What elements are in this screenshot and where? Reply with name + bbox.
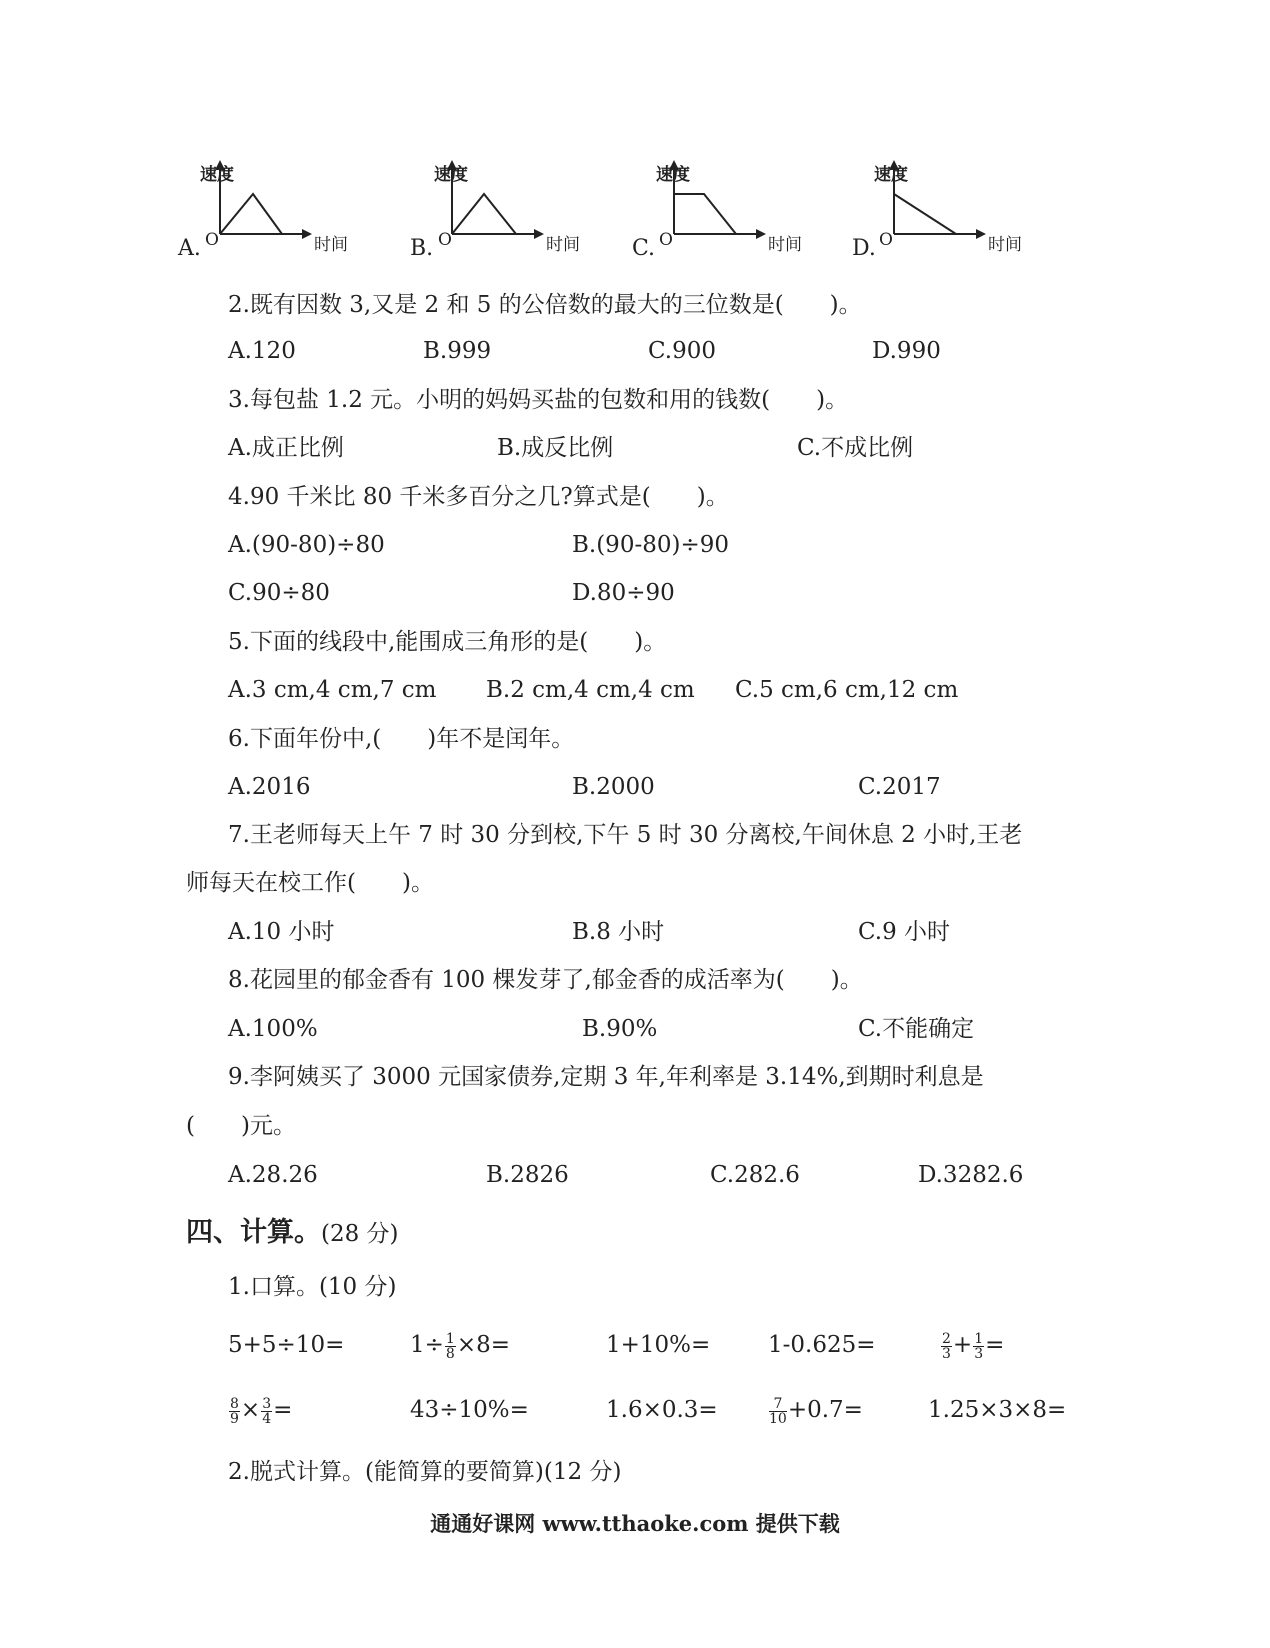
graph-a-origin: O [205,230,219,250]
question-3: 3.每包盐 1.2 元。小明的妈妈买盐的包数和用的钱数( )。 [228,387,849,413]
question-9-line-2: ( )元。 [186,1113,296,1139]
graph-b-origin: O [438,230,452,250]
graph-c-origin: O [659,230,673,250]
graph-c-letter: C. [632,236,656,261]
q8-option-c: C.不能确定 [858,1016,975,1042]
fraction-numerator: 1 [974,1330,984,1347]
oral-row1-expr2 [410,1330,510,1361]
graph-option-a [178,158,378,261]
oral-row1-expr4: 1-0.625= [768,1332,876,1358]
oral-row1-expr3: 1+10%= [606,1332,711,1358]
graph-d-x-label: 时间 [988,235,1022,255]
graph-b-y-label: 速度 [434,165,468,185]
question-5: 5.下面的线段中,能围成三角形的是( )。 [228,629,667,655]
fraction-denominator: 9 [230,1410,239,1427]
footer-watermark: 通通好课网 www.tthaoke.com 提供下载 [430,1511,840,1536]
graph-option-b [410,158,610,261]
q4-option-a: A.(90-80)÷80 [228,532,385,558]
q6-option-c: C.2017 [858,774,941,800]
q3-option-b: B.成反比例 [497,435,614,461]
section-4-title: 四、计算。 [186,1217,321,1248]
graph-a-letter: A. [178,236,201,261]
graph-d-y-label: 速度 [874,165,908,185]
q7-option-c: C.9 小时 [858,919,951,945]
graph-b-x-label: 时间 [546,235,580,255]
fraction-numerator: 3 [262,1395,272,1412]
fraction-numerator: 8 [230,1395,239,1412]
q9-option-c: C.282.6 [710,1162,800,1188]
graph-option-c [632,158,832,261]
q2-option-d: D.990 [872,338,941,364]
graph-option-d [852,158,1052,261]
q6-option-a: A.2016 [228,774,311,800]
q4-option-b: B.(90-80)÷90 [572,532,730,558]
graph-c-y-label: 速度 [656,165,690,185]
fraction [973,1332,984,1361]
fraction-denominator: 4 [262,1410,272,1427]
question-8: 8.花园里的郁金香有 100 棵发芽了,郁金香的成活率为( )。 [228,967,863,993]
question-4: 4.90 千米比 80 千米多百分之几?算式是( )。 [228,484,729,510]
q9-option-d: D.3282.6 [918,1162,1024,1188]
expr2-prefix: 1÷ [410,1332,444,1358]
oral-row2-expr3: 1.6×0.3= [606,1397,718,1423]
q9-option-b: B.2826 [486,1162,569,1188]
graph-b-letter: B. [410,236,434,261]
oral-row2-expr5: 1.25×3×8= [928,1397,1067,1423]
oral-row1-expr5 [940,1330,1004,1361]
question-7-line-2: 师每天在校工作( )。 [186,870,434,896]
q8-option-a: A.100% [228,1016,318,1042]
fraction-numerator: 1 [445,1330,455,1347]
section-4-score: (28 分) [321,1221,399,1247]
fraction-numerator: 7 [769,1397,787,1412]
question-9-line-1: 9.李阿姨买了 3000 元国家债券,定期 3 年,年利率是 3.14%,到期时利息是 [228,1064,984,1090]
oral-calc-title: 1.口算。(10 分) [228,1274,397,1300]
q9-option-a: A.28.26 [228,1162,318,1188]
graph-c-x-label: 时间 [768,235,802,255]
graph-d-origin: O [879,230,893,250]
equals-sign: = [985,1332,1005,1358]
graph-d-letter: D. [852,236,876,261]
q4-option-c: C.90÷80 [228,580,330,606]
fraction [229,1397,240,1426]
q7-option-b: B.8 小时 [572,919,665,945]
fraction [445,1332,456,1361]
q4-option-d: D.80÷90 [572,580,675,606]
graph-a-y-label: 速度 [200,165,234,185]
equals-sign: = [273,1397,293,1423]
oral-row2-expr1 [228,1395,292,1426]
question-7-line-1: 7.王老师每天上午 7 时 30 分到校,下午 5 时 30 分离校,午间休息 2 小时,王老 [228,822,1023,848]
oral-row2-expr4 [768,1395,863,1426]
written-calc-title: 2.脱式计算。(能简算的要简算)(12 分) [228,1459,622,1485]
q7-option-a: A.10 小时 [228,919,335,945]
q5-option-c: C.5 cm,6 cm,12 cm [735,677,959,703]
q3-option-a: A.成正比例 [228,435,344,461]
graph-a-x-label: 时间 [314,235,348,255]
fraction [941,1332,952,1361]
q6-option-b: B.2000 [572,774,655,800]
fraction-numerator: 2 [942,1330,951,1347]
fraction-denominator: 8 [445,1345,455,1362]
expr2-suffix: ×8= [456,1332,511,1358]
q5-option-b: B.2 cm,4 cm,4 cm [486,677,695,703]
expr4-suffix: +0.7= [787,1397,863,1423]
fraction-denominator: 3 [942,1345,951,1362]
fraction [769,1397,787,1426]
q2-option-c: C.900 [648,338,716,364]
question-2: 2.既有因数 3,又是 2 和 5 的公倍数的最大的三位数是( )。 [228,292,862,318]
fraction-denominator: 3 [974,1345,984,1362]
section-4-heading [186,1216,399,1251]
fraction [261,1397,272,1426]
q2-option-b: B.999 [423,338,492,364]
q3-option-c: C.不成比例 [797,435,914,461]
q8-option-b: B.90% [582,1016,658,1042]
question-6: 6.下面年份中,( )年不是闰年。 [228,726,575,752]
oral-row1-expr1: 5+5÷10= [228,1332,345,1358]
oral-row2-expr2: 43÷10%= [410,1397,529,1423]
fraction-denominator: 10 [769,1410,787,1427]
q5-option-a: A.3 cm,4 cm,7 cm [228,677,437,703]
q2-option-a: A.120 [228,338,296,364]
times-operator: × [240,1397,261,1423]
plus-operator: + [952,1332,973,1358]
